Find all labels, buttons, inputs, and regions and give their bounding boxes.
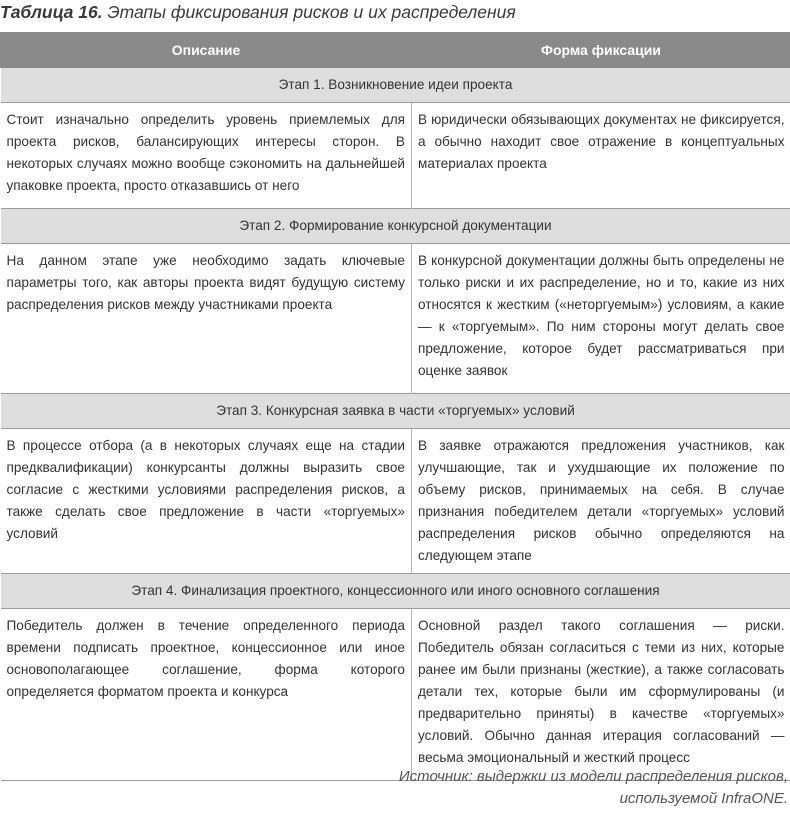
- table-title: Этапы фиксирования рисков и их распределения: [107, 2, 516, 22]
- stage-row: [1, 68, 790, 103]
- stage-1-form: В юридически обязывающих документах не фиксируется, а обычно находит свое отражение в концептуальных материалах проекта: [418, 112, 785, 171]
- table-caption: [0, 0, 516, 28]
- table-row: [1, 429, 790, 574]
- table-row: [1, 244, 790, 394]
- header-form: Форма фиксации: [412, 33, 790, 68]
- stage-3-form: В заявке отражаются предложения участников, как улучшающие, так и ухудшающие их положение по объему рисков, принимаемых на себя. В случае признания победителем детали «торгуемых» условий распределения рисков обычно определяются на следующем этапе: [418, 438, 785, 563]
- source-line-1: Источник: выдержки из модели распределения рисков,: [398, 768, 788, 785]
- source-line-2: используемой InfraONE.: [619, 790, 788, 807]
- table-number: Таблица 16.: [0, 2, 103, 22]
- stage-2-description: На данном этапе уже необходимо задать ключевые параметры того, как авторы проекта видят будущую систему распределения рисков между участниками проекта: [1, 244, 412, 394]
- stage-3-title: Этап 3. Конкурсная заявка в части «торгуемых» условий: [1, 394, 790, 429]
- header-row: [1, 33, 790, 68]
- stage-2-form: В конкурсной документации должны быть определены не только риски и их распределение, но и то, какие из них относятся к жестким («неторгуемым») условиям, а какие — к «торгуемым». По ним стороны могут делать свое предложение, которое будет рассматриваться при оценке заявок: [418, 253, 785, 378]
- stage-4-form: Основной раздел такого соглашения — риски. Победитель обязан согласиться с теми из них, которые ранее им были признаны (жесткие), а также согласовать детали тех, которые были им сформулированы (и предварительно приняты) в качестве «торгуемых» условий. Обычно данная итерация согласований — весьма эмоциональный и жесткий процесс: [412, 609, 790, 781]
- stage-3-description: В процессе отбора (а в некоторых случаях еще на стадии предквалификации) конкурсанты должны выразить свое согласие с жесткими условиями распределения рисков, а также сделать свое предложение в части «торгуемых» условий: [1, 429, 412, 574]
- stage-1-description: Стоит изначально определить уровень приемлемых для проекта рисков, балансирующих интересы сторон. В некоторых случаях можно вообще сэкономить на дальнейшей упаковке проекта, просто отказавшись от него: [1, 103, 412, 209]
- stage-4-description: Победитель должен в течение определенного периода времени подписать проектное, концессионное или иное основополагающее соглашение, форма которого определяется форматом проекта и конкурса: [1, 609, 412, 781]
- table-row: [1, 609, 790, 781]
- stage-row: [1, 209, 790, 244]
- stage-row: [1, 574, 790, 609]
- table-row: [1, 103, 790, 209]
- stage-2-title: Этап 2. Формирование конкурсной документации: [1, 209, 790, 244]
- risk-stages-table: [0, 32, 790, 781]
- stage-row: [1, 394, 790, 429]
- stage-4-title: Этап 4. Финализация проектного, концессионного или иного основного соглашения: [1, 574, 790, 609]
- stage-1-title: Этап 1. Возникновение идеи проекта: [1, 68, 790, 103]
- source-note: [399, 766, 788, 810]
- header-description: Описание: [1, 33, 412, 68]
